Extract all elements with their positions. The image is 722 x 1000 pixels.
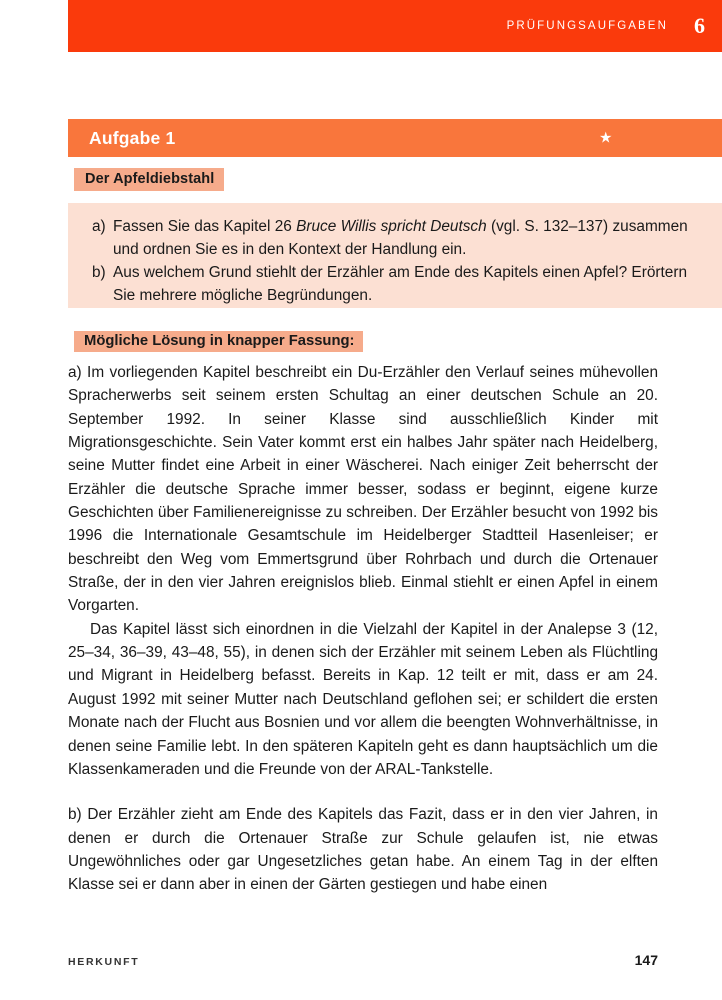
difficulty-star-icon: ★	[599, 129, 613, 147]
assignment-text-a-italic: Bruce Willis spricht Deutsch	[296, 218, 487, 235]
chapter-number: 6	[694, 13, 705, 38]
solution-paragraph-b: b) Der Erzähler zieht am Ende des Kapitels das Fazit, dass er in den vier Jahren, in denen er durch die Ortenauer Straße zur Schule gelaufen ist, nie etwas Ungewöhnliches oder gar Ungesetzliches getan habe. An einem Tag in der elften Klasse sei er dann aber in einen der Gärten gestiegen und habe einen	[68, 806, 658, 894]
running-header-content	[507, 0, 705, 52]
solution-paragraph-a: a) Im vorliegenden Kapitel beschreibt ein Du-Erzähler den Verlauf seines mühevollen Spracherwerbs seit seinem ersten Schultag an einer deutschen Schule an 20. September 1992. In seiner Klasse sind ausschließlich Kinder mit Migrationsgeschichte. Sein Vater kommt erst ein halbes Jahr später nach Heidelberg, seine Mutter findet eine Arbeit in einer Wäscherei. Nach einiger Zeit beherrscht der Erzähler die deutsche Sprache immer besser, sodass er beginnt, eigene kurze Geschichten über Familienereignisse zu schreiben. Der Erzähler besucht von 1992 bis 1996 die Internationale Gesamtschule im Heidelberger Stadtteil Hasenleiser; er beschreibt den Weg vom Emmertsgrund über Rohrbach und durch die Ortenauer Straße, der in den vier Jahren ereignislos blieb. Einmal stiehlt er einen Apfel in einem Vorgarten.	[68, 364, 658, 615]
assignment-item-a	[92, 215, 700, 261]
assignment-text-a	[113, 215, 700, 261]
running-title: PRÜFUNGSAUFGABEN	[506, 20, 668, 32]
running-header-bar	[68, 0, 722, 52]
task-banner	[68, 119, 722, 157]
footer-page-number: 147	[634, 952, 658, 968]
assignment-marker-b: b)	[92, 264, 106, 281]
assignment-marker-a: a)	[92, 218, 106, 235]
assignment-text-a-pre: Fassen Sie das Kapitel 26	[113, 218, 297, 235]
footer-book-title: HERKUNFT	[68, 956, 140, 968]
assignment-text-b-pre: Aus welchem Grund stiehlt der Erzähler am Ende des Kapitels einen Apfel? Erörtern Sie mehrere mögliche Begründungen.	[113, 264, 688, 304]
story-title-chip: Der Apfeldiebstahl	[74, 168, 224, 191]
assignment-item-b	[92, 261, 700, 307]
solution-paragraph-a2: Das Kapitel lässt sich einordnen in die Vielzahl der Kapitel in der Analepse 3 (12, 25–34, 36–39, 43–48, 55), in denen sich der Erzähler mit seinem Leben als Flüchtling und Migrant in Heidelberg befasst. Bereits in Kap. 12 teilt er mit, dass er am 24. August 1992 mit seiner Mutter nach Deutschland geflohen sei; er schildert die ersten Monate nach der Flucht aus Bosnien und vor allem die beengten Wohnverhältnisse, in denen seine Familie lebt. In den späteren Kapiteln geht es dann hauptsächlich um die Klassenkameraden und die Freunde von der ARAL-Tankstelle.	[68, 620, 658, 778]
solution-body	[68, 361, 658, 897]
assignment-list	[68, 203, 722, 307]
assignment-text-b	[113, 261, 700, 307]
assignment-box	[68, 203, 722, 308]
solution-heading-chip: Mögliche Lösung in knapper Fassung:	[74, 331, 363, 352]
page-footer	[68, 952, 658, 968]
assignment-text-a-post: (vgl. S. 132–137) zusammen und ordnen Sie es in den Kontext der Handlung ein.	[113, 218, 688, 258]
task-banner-label: Aufgabe 1	[89, 127, 176, 148]
